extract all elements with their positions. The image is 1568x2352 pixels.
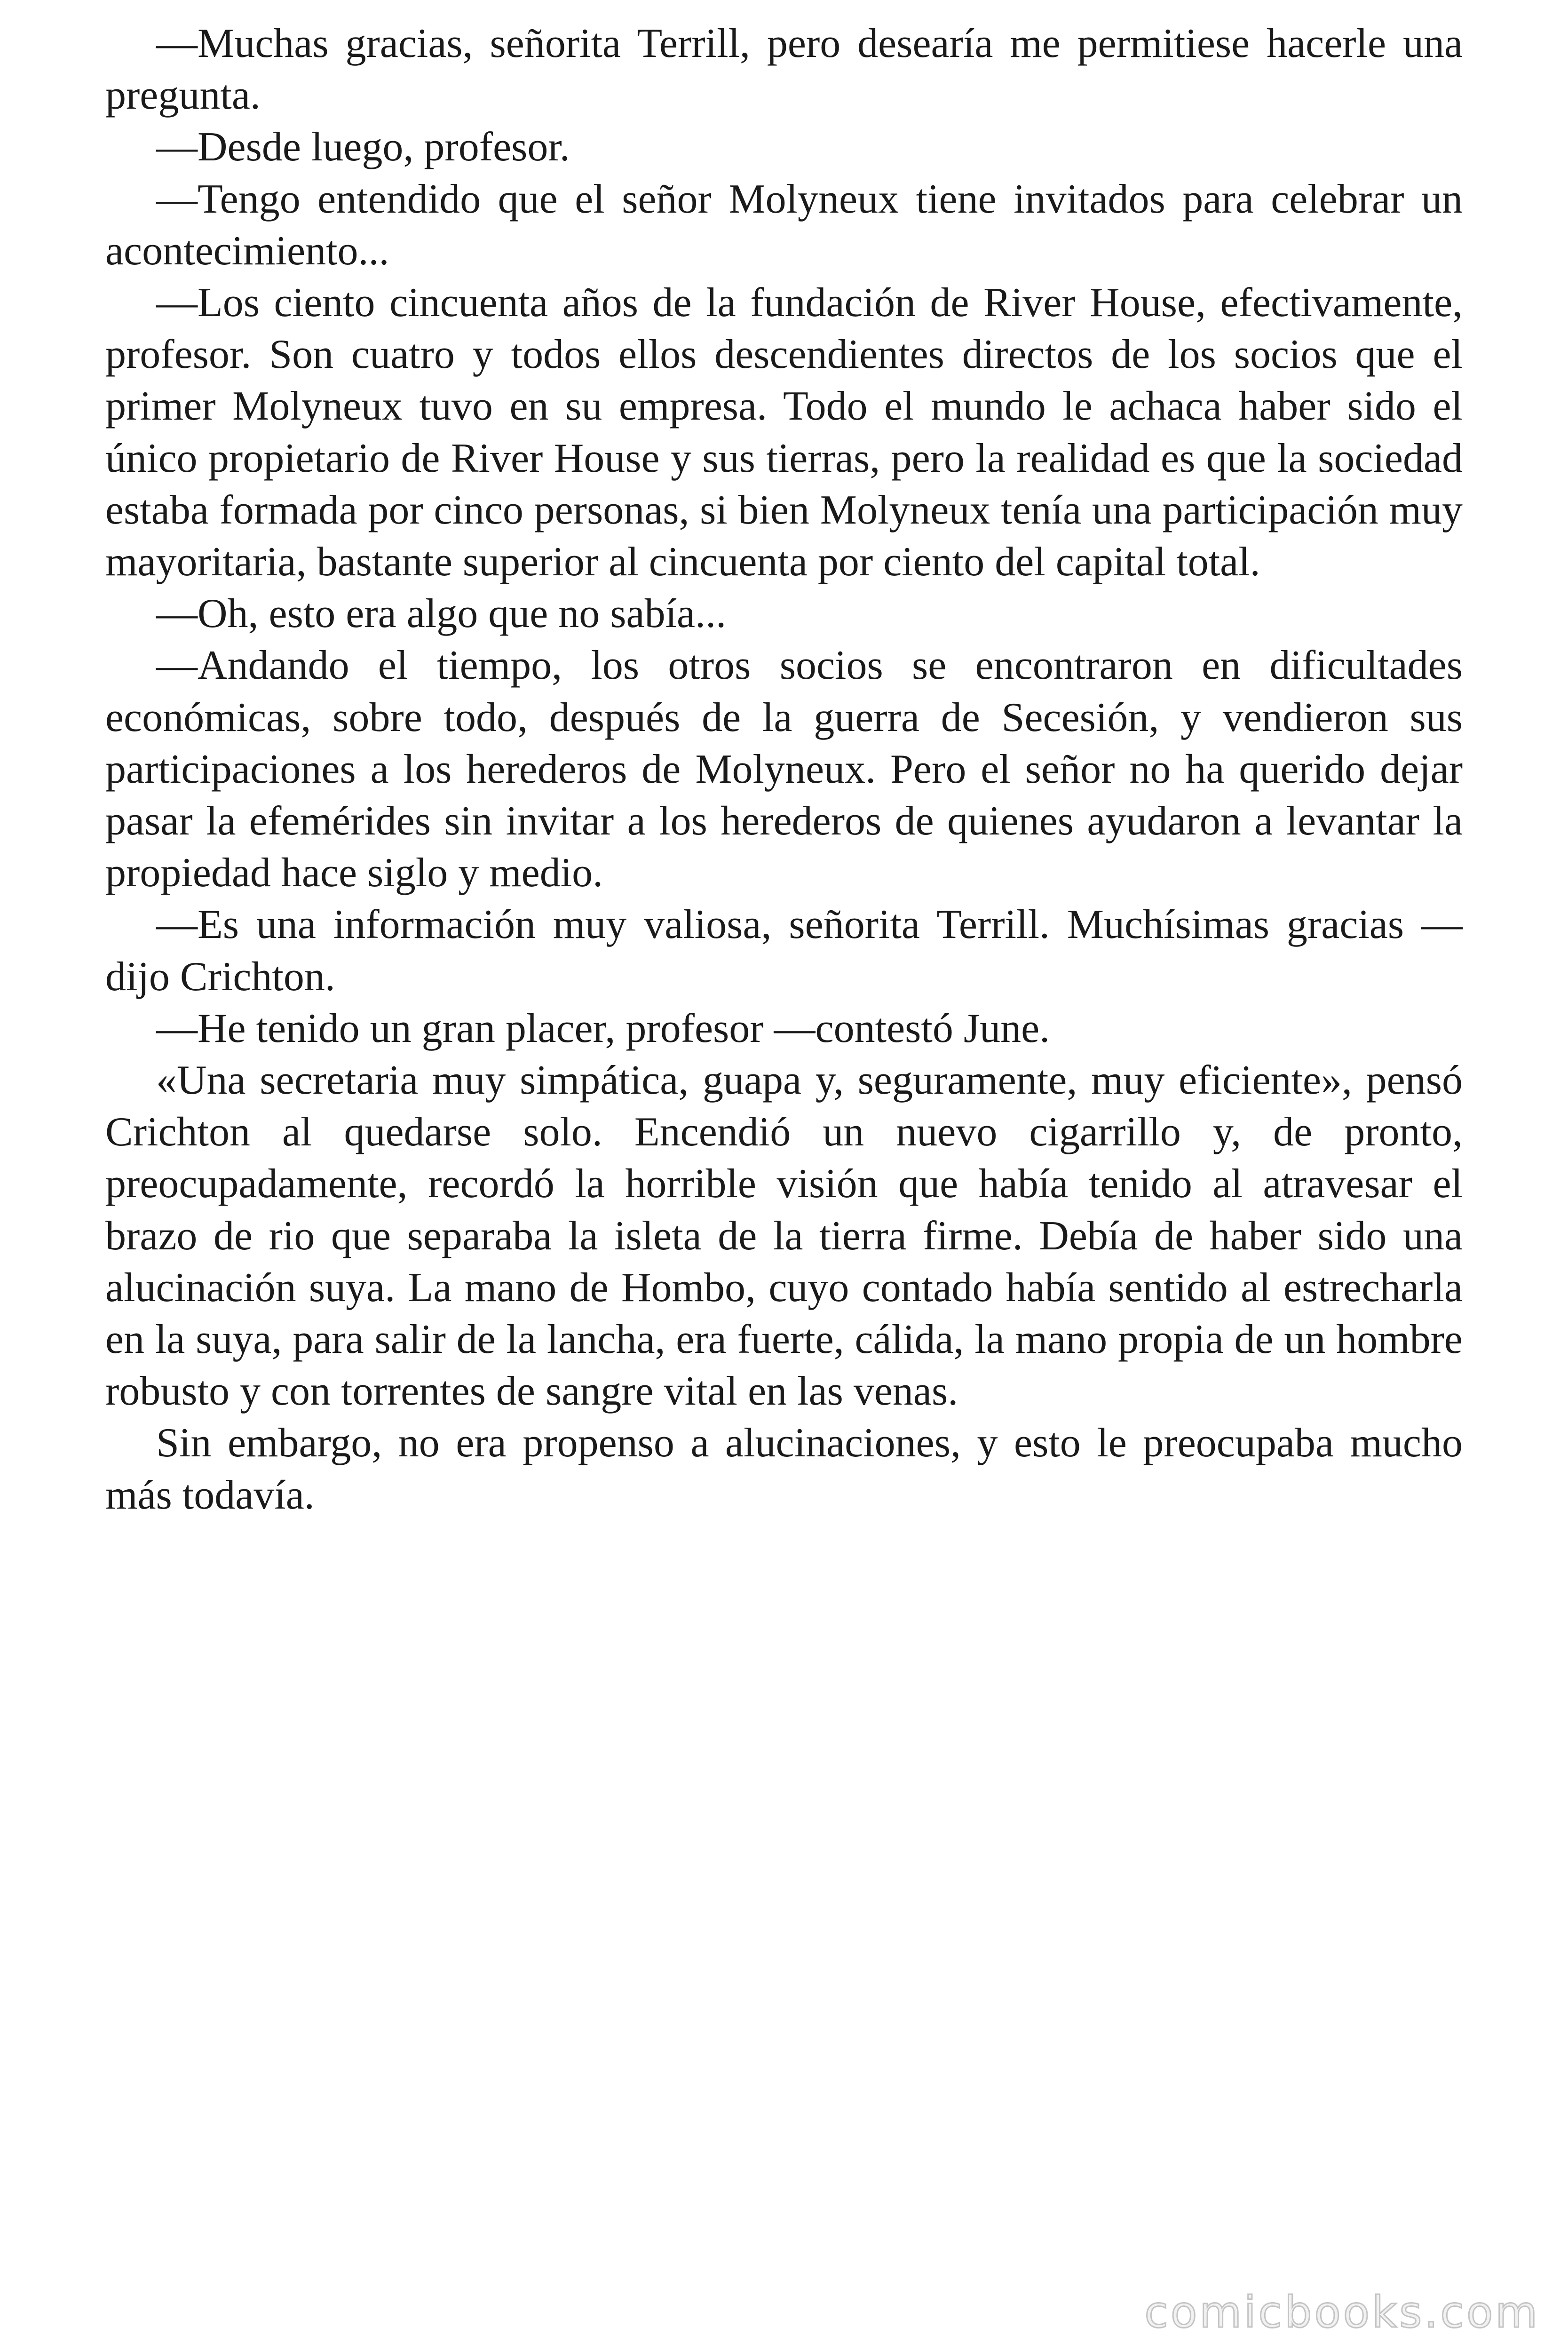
paragraph-8: —He tenido un gran placer, profesor —contestó June. xyxy=(156,1005,1050,1051)
paragraph-7: —Es una información muy valiosa, señorita Terrill. Muchísimas gracias —dijo Crichton. xyxy=(105,902,1463,1000)
paragraph-10: Sin embargo, no era propenso a alucinaciones, y esto le preocupaba mucho más todavía. xyxy=(105,1420,1463,1518)
paragraph-4: —Los ciento cincuenta años de la fundación de River House, efectivamente, profesor. Son cuatro y todos ellos descendientes directos de los socios que el primer Molyneux tuvo en su empresa. Todo el mundo le achaca haber sido el único propietario de River House y sus tierras, pero la realidad es que la sociedad estaba formada por cinco personas, si bien Molyneux tenía una participación muy mayoritaria, bastante superior al cincuenta por ciento del capital total. xyxy=(105,280,1463,585)
page-text xyxy=(105,18,1463,1521)
paragraph-6: —Andando el tiempo, los otros socios se encontraron en dificultades económicas, sobre todo, después de la guerra de Secesión, y vendieron sus participaciones a los herederos de Molyneux. Pero el señor no ha querido dejar pasar la efemérides sin invitar a los herederos de quienes ayudaron a levantar la propiedad hace siglo y medio. xyxy=(105,643,1463,896)
paragraph-9: «Una secretaria muy simpática, guapa y, seguramente, muy eficiente», pensó Crichton al quedarse solo. Encendió un nuevo cigarrillo y, de pronto, preocupadamente, recordó la horrible visión que había tenido al atravesar el brazo de rio que separaba la isleta de la tierra firme. Debía de haber sido una alucinación suya. La mano de Hombo, cuyo contado había sentido al estrecharla en la suya, para salir de la lancha, era fuerte, cálida, la mano propia de un hombre robusto y con torrentes de sangre vital en las venas. xyxy=(105,1057,1463,1414)
paragraph-2: —Desde luego, profesor. xyxy=(156,124,570,170)
paragraph-1: —Muchas gracias, señorita Terrill, pero desearía me permitiese hacerle una pregunta. xyxy=(105,21,1463,119)
paragraph-5: —Oh, esto era algo que no sabía... xyxy=(156,591,727,637)
paragraph-3: —Tengo entendido que el señor Molyneux tiene invitados para celebrar un acontecimiento... xyxy=(105,176,1463,274)
watermark-logo: comicbooks.com xyxy=(1144,2287,1540,2337)
